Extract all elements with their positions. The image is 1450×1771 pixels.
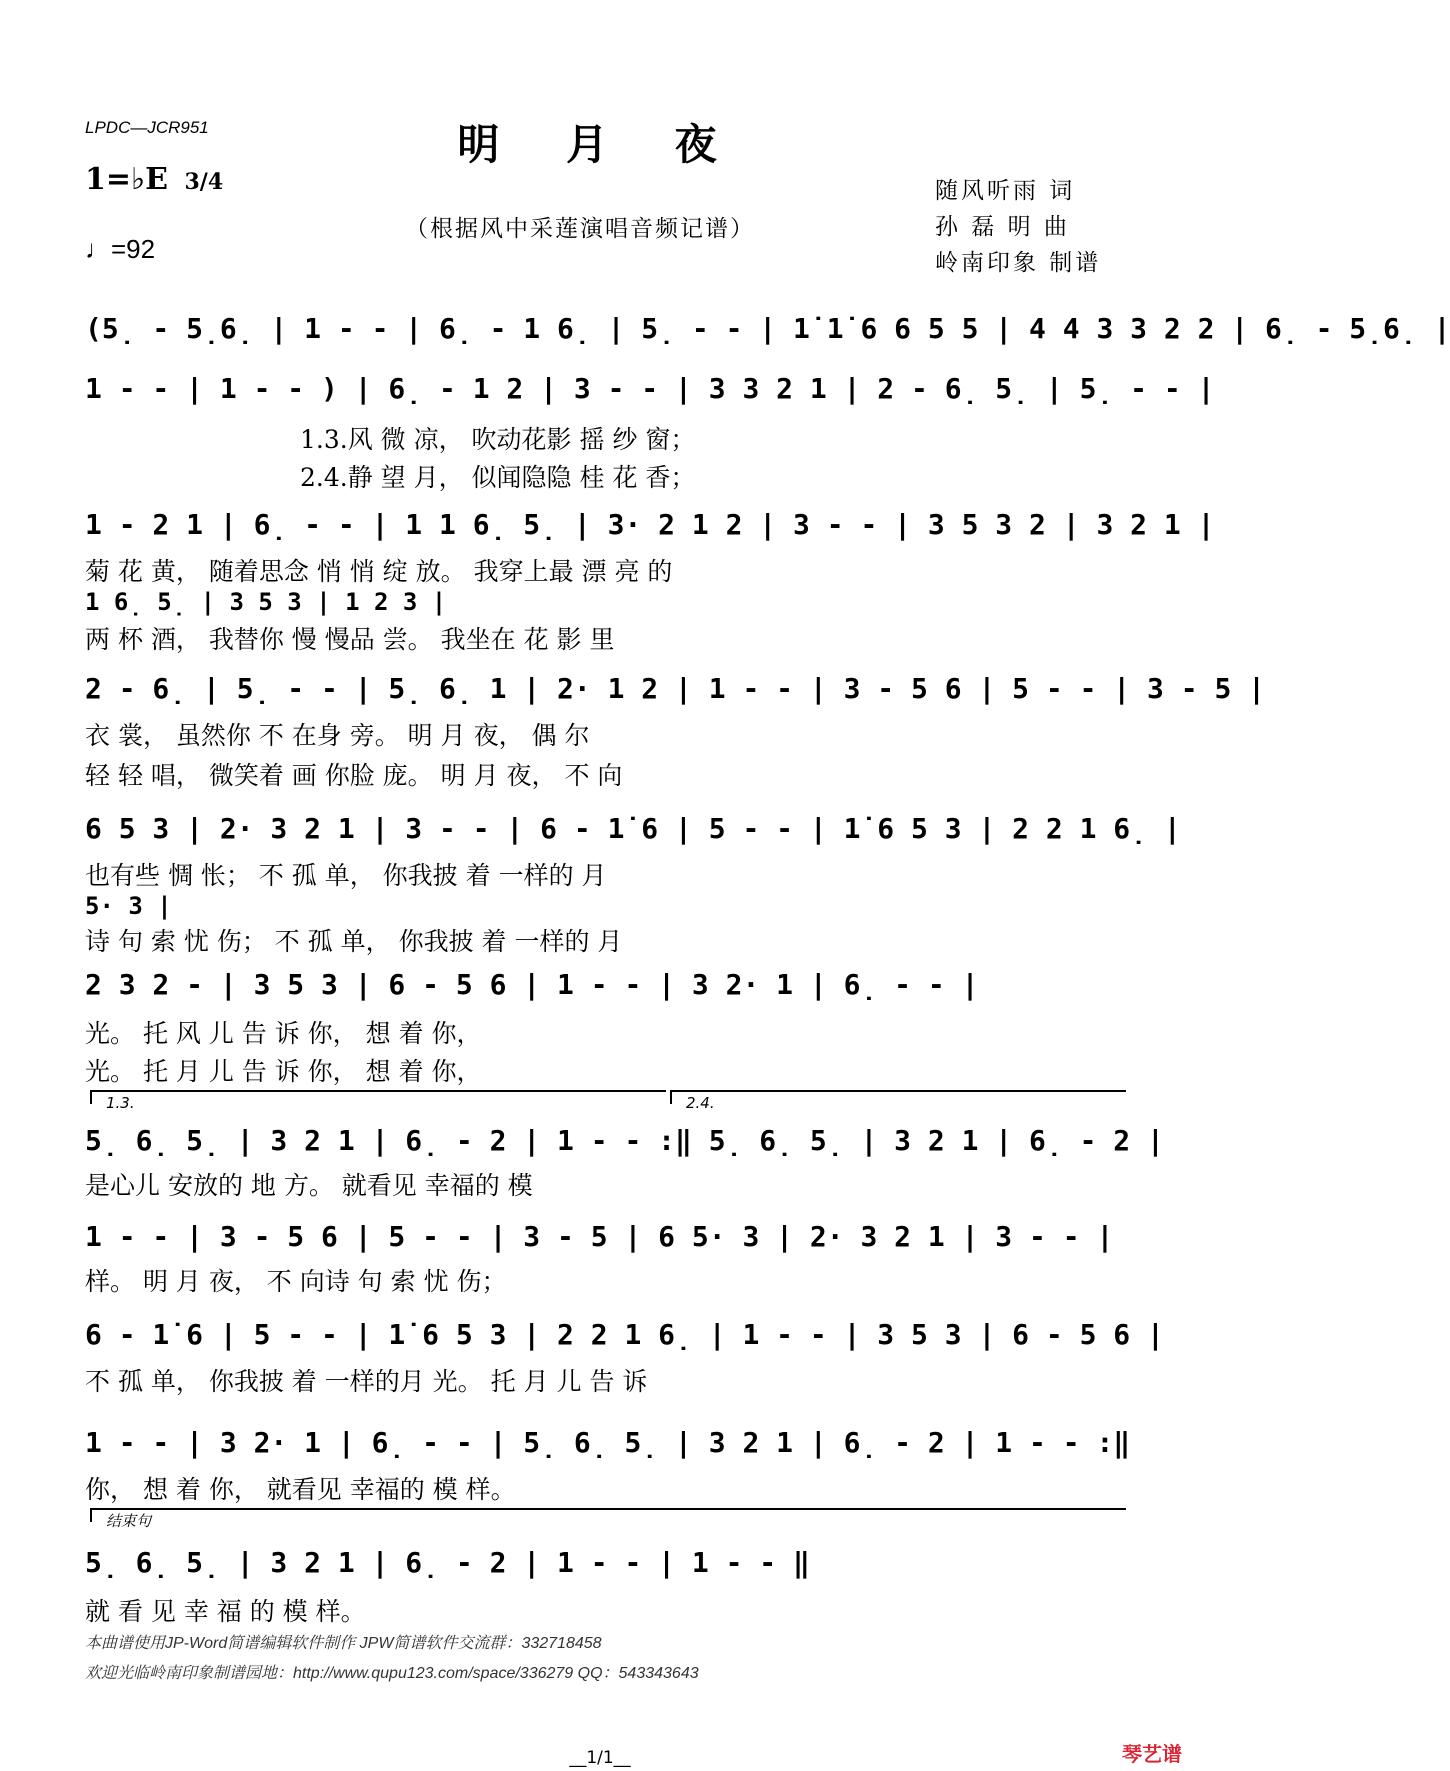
score-line: 2 - 6̣ | 5̣ - - | 5̣ 6̣ 1 | 2· 1 2 | 1 - - | 3 - 5 6 | 5 - - | 3 - 5 |	[85, 671, 1266, 705]
composer-credit: 孙 磊 明 曲	[935, 214, 1070, 240]
lyric-line: 样。 明 月 夜， 不 向诗 句 索 忧 伤；	[85, 1267, 507, 1296]
lyric-line: 菊 花 黄， 随着思念 悄 悄 绽 放。 我穿上最 漂 亮 的	[85, 557, 673, 586]
site-logo: 琴艺谱	[1122, 1742, 1182, 1766]
lyric-line: 也有些 惆 怅； 不 孤 单， 你我披 着 一样的 月	[85, 861, 607, 890]
lyricist-credit: 随风听雨 词	[935, 178, 1076, 204]
score-line: 6 5 3 | 2· 3 2 1 | 3 - - | 6 - 1̇ 6 | 5 - - | 1̇ 6 5 3 | 2 2 1 6̣ |	[85, 811, 1181, 845]
score-line: 2 3 2 - | 3 5 3 | 6 - 5 6 | 1 - - | 3 2· 1 | 6̣ - - |	[85, 967, 979, 1001]
subtitle: （根据风中采莲演唱音频记谱）	[405, 216, 755, 242]
lyric-line: 诗 句 索 忧 伤； 不 孤 单， 你我披 着 一样的 月	[85, 927, 623, 956]
score-line: 5̣ 6̣ 5̣ | 3 2 1 | 6̣ - 2 | 1 - - :‖ 5̣ 6̣ 5̣ | 3 2 1 | 6̣ - 2 |	[85, 1123, 1164, 1157]
footer-line: 欢迎光临岭南印象制谱园地：http://www.qupu123.com/space/336279 QQ：543343643	[85, 1665, 699, 1682]
lyric-line: 轻 轻 唱， 微笑着 画 你脸 庞。 明 月 夜， 不 向	[85, 761, 623, 790]
score-code: LPDC—JCR951	[85, 118, 209, 137]
lyric-line: 2.4.静 望 月， 似闻隐隐 桂 花 香；	[300, 463, 696, 492]
score-line: (5̣ - 5̣6̣ | 1 - - | 6̣ - 1 6̣ | 5̣ - - | 1̇ 1̇ 6 6 5 5 | 4 4 3 3 2 2 | 6̣ - 5̣6̣ |	[85, 311, 1450, 345]
lyric-line: 你， 想 着 你， 就看见 幸福的 模 样。	[85, 1475, 516, 1504]
second-ending-bracket: 2.4.	[670, 1090, 1126, 1104]
lyric-line: 两 杯 酒， 我替你 慢 慢品 尝。 我坐在 花 影 里	[85, 625, 615, 654]
key-label: 1=♭E	[85, 162, 169, 197]
arranger-credit: 岭南印象 制谱	[935, 250, 1102, 276]
score-line: 1 6̣ 5̣ | 3 5 3 | 1 2 3 |	[85, 588, 447, 616]
score-line: 1 - - | 3 2· 1 | 6̣ - - | 5̣ 6̣ 5̣ | 3 2 1 | 6̣ - 2 | 1 - - :‖	[85, 1425, 1131, 1459]
coda-bracket: 结束句	[90, 1508, 1126, 1522]
key-signature	[85, 162, 223, 197]
score-line: 5· 3 |	[85, 892, 172, 920]
score-line: 1 - - | 1 - - ) | 6̣ - 1 2 | 3 - - | 3 3 2 1 | 2 - 6̣ 5̣ | 5̣ - - |	[85, 371, 1215, 405]
score-line: 5̣ 6̣ 5̣ | 3 2 1 | 6̣ - 2 | 1 - - | 1 - - ‖	[85, 1545, 810, 1579]
first-ending-bracket: 1.3.	[90, 1090, 666, 1104]
page-number: __1/1__	[569, 1748, 631, 1768]
lyric-line: 是心儿 安放的 地 方。 就看见 幸福的 模	[85, 1171, 533, 1200]
footer-line: 本曲谱使用JP-Word简谱编辑软件制作 JPW简谱软件交流群：332718458	[85, 1635, 602, 1652]
lyric-line: 光。 托 月 儿 告 诉 你， 想 着 你，	[85, 1057, 482, 1086]
song-title: 明 月 夜	[457, 120, 743, 169]
lyric-line: 就 看 见 幸 福 的 模 样。	[85, 1597, 366, 1626]
lyric-line: 1.3.风 微 凉， 吹动花影 摇 纱 窗；	[300, 425, 696, 454]
lyric-line: 不 孤 单， 你我披 着 一样的月 光。 托 月 儿 告 诉	[85, 1367, 648, 1396]
tempo-mark: ♩=92	[85, 234, 156, 264]
lyric-line: 衣 裳， 虽然你 不 在身 旁。 明 月 夜， 偶 尔	[85, 721, 590, 750]
score-line: 1 - 2 1 | 6̣ - - | 1 1 6̣ 5̣ | 3· 2 1 2 | 3 - - | 3 5 3 2 | 3 2 1 |	[85, 507, 1215, 541]
time-signature: 3/4	[184, 169, 224, 195]
score-line: 6 - 1̇ 6 | 5 - - | 1̇ 6 5 3 | 2 2 1 6̣ | 1 - - | 3 5 3 | 6 - 5 6 |	[85, 1317, 1164, 1351]
lyric-line: 光。 托 风 儿 告 诉 你， 想 着 你，	[85, 1019, 482, 1048]
score-line: 1 - - | 3 - 5 6 | 5 - - | 3 - 5 | 6 5· 3 | 2· 3 2 1 | 3 - - |	[85, 1219, 1114, 1253]
